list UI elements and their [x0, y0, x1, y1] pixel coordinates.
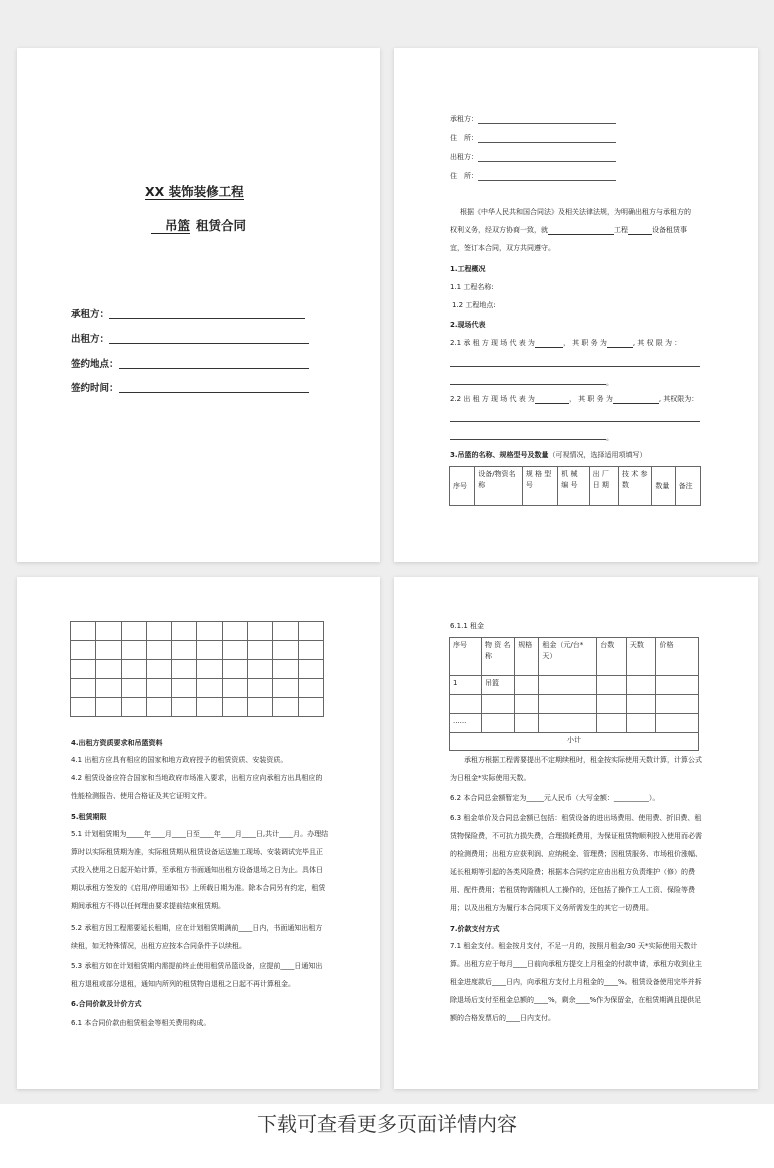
clause-4-2: 4.2 租赁设备应符合国家和当地政府市场准入要求，出租方应向承租方出具相应的性能检测报告、使用合格证及其它证明文件。: [71, 774, 323, 800]
clause-2-2: 2.2 出 租 方 现 场 代 表 为 ， 其 职 务 为 , 其权限为：: [450, 395, 699, 403]
clause-6-2: 6.2 本合同总金额暂定为_____元人民币（大写金额：__________）。: [450, 794, 660, 802]
party-lessee-address: 住 所：: [450, 134, 478, 142]
clause-6-3: 6.3 租金单价及合同总金额已包括：租赁设备的进出场费用、使用费、折旧费、租赁物保险费，不可抗力损失费，合理损耗费用，为保证租赁物顺利投入使用而必需的检测费用；出租方应获利润、应纳税金、管理费；因租赁服务、市场租价涨幅、延长租期等引起的各类风险费；根据本合同约定应由出租方负责维护（修）的费用、配件费用；若租赁物需随机人工操作的，还包括了操作工人工资、保险等费用；以及出租方为履行本合同项下义务所需发生的其它一切费用。: [450, 814, 702, 912]
row-ellipsis: ......: [450, 714, 482, 733]
th-remark: 备注: [675, 467, 700, 506]
clause-2-1-end: 。: [606, 379, 613, 387]
field-lessor-label: 出租方：: [71, 334, 110, 345]
section-5-heading: 5.租赁期限: [71, 813, 107, 821]
cover-title-line2: 吊篮 租赁合同: [151, 216, 246, 234]
clause-6-1: 6.1 本合同价款由租赁租金等相关费用构成。: [71, 1019, 211, 1027]
row1-name: 吊篮: [481, 676, 514, 695]
party-lessor: 出租方：: [450, 153, 478, 161]
party-lessor-address-line: [478, 180, 616, 181]
renewal-note: 承租方根据工程需要提出不定期续租时，租金按实际使用天数计算，计算公式为日租金*实际使用天数。: [450, 756, 702, 782]
th-params: 技 术 参 数: [619, 467, 652, 506]
party-lessee-line: [478, 123, 616, 124]
field-lessor-line[interactable]: [109, 343, 309, 344]
th-name: 物 资 名 称: [481, 638, 514, 676]
rent-table: [449, 637, 699, 751]
project-location-item: 1.2 工程地点:: [452, 301, 496, 309]
page-2: [394, 48, 758, 562]
party-lessor-line: [478, 161, 616, 162]
row1-index: 1: [450, 676, 482, 695]
party-lessee-address-line: [478, 142, 616, 143]
th-name: 设备/物资名称: [475, 467, 523, 506]
field-lessee-label: 承租方：: [71, 309, 110, 320]
th-index: 序号: [450, 467, 475, 506]
clause-6-1-1: 6.1.1 租金: [450, 622, 485, 630]
clause-4-1: 4.1 出租方应具有相应的国家和地方政府授予的租赁资质、安装资质。: [71, 756, 288, 764]
equipment-table: [449, 466, 701, 506]
section-4-heading: 4.出租方资质要求和吊篮资料: [71, 739, 163, 747]
equipment-name: 吊篮: [151, 218, 190, 234]
section-6-heading: 6.合同价款及计价方式: [71, 1000, 142, 1008]
party-lessor-address: 住 所：: [450, 172, 478, 180]
page-4: [394, 577, 758, 1089]
th-serial: 机 械 编 号: [558, 467, 589, 506]
clause-5-2: 5.2 承租方因工程需要延长租期，应在计划租赁期满前____日内，书面通知出租方续租，如无特殊情况，出租方应按本合同条件予以续租。: [71, 924, 323, 950]
clause-2-2-line1: [450, 421, 700, 422]
section-1-heading: 1.工程概况: [450, 265, 486, 273]
page-3: [17, 577, 380, 1089]
th-days: 天数: [626, 638, 656, 676]
field-time-line[interactable]: [119, 392, 309, 393]
field-lessee-line[interactable]: [109, 318, 305, 319]
project-name: XX 装饰装修: [145, 184, 219, 199]
clause-2-2-line2: [450, 439, 606, 440]
footer-banner[interactable]: 下载可查看更多页面详情内容: [0, 1104, 774, 1168]
th-spec: 规格: [515, 638, 539, 676]
th-index: 序号: [450, 638, 482, 676]
clause-7-1: 7.1 租金支付。租金按月支付，不足一月的，按照月租金/30 天*实际使用天数计算。出租方应于每月____日前向承租方提交上月租金的付款申请，承租方收到业主租金进度款后____日内，向承租方支付上月租金的____%。租赁设备使用完毕并拆除退场后支付至租金总额的____%，剩余____%作为保留金，在租赁期满且提供足额的合格发票后的____日内支付。: [450, 942, 702, 1022]
clause-5-3: 5.3 承租方如在计划租赁期内需提前终止使用租赁吊篮设备，应提前____日通知出租方退租或部分退租，通知内所列的租赁物自退租之日起不再计算租金。: [71, 962, 323, 988]
intro-line1: 根据《中华人民共和国合同法》及相关法律法规，为明确出租方与承租方的: [460, 208, 691, 216]
field-place-line[interactable]: [119, 368, 309, 369]
clause-2-1-line2: [450, 384, 606, 385]
field-time-label: 签约时间：: [71, 383, 119, 394]
cover-title-line1: XX 装饰装修工程: [145, 184, 244, 199]
clause-2-2-end: 。: [606, 434, 613, 442]
section-3-heading: 3.吊篮的名称、规格型号及数量（可视情况，选择适用项填写）: [450, 451, 647, 459]
th-price: 租金（元/台*天）: [539, 638, 597, 676]
page-cover: [17, 48, 380, 562]
section-2-heading: 2.现场代表: [450, 321, 486, 329]
project-name-item: 1.1 工程名称:: [450, 283, 494, 291]
th-qty: 数量: [652, 467, 675, 506]
clause-2-1: 2.1 承 租 方 现 场 代 表 为 ， 其 职 务 为 , 其 权 限 为 ：: [450, 339, 682, 347]
party-lessee: 承租方：: [450, 115, 478, 123]
blank-table: [70, 621, 324, 717]
section-7-heading: 7.价款支付方式: [450, 925, 500, 933]
clause-2-1-line1: [450, 366, 700, 367]
field-place-label: 签约地点：: [71, 359, 119, 370]
th-date: 出 厂 日 期: [589, 467, 618, 506]
th-total: 价格: [656, 638, 699, 676]
table-cell[interactable]: [71, 622, 96, 641]
th-spec: 规 格 型 号: [522, 467, 557, 506]
intro-line3: 宜，签订本合同，双方共同遵守。: [450, 244, 555, 252]
clause-5-1: 5.1 计划租赁期为_____年____月____日至____年____月____日,共计____月。办理结算时以实际租赁期为准，实际租赁期从租赁设备运送施工现场、安装调试完毕且正式投入使用之日起开始计算，至承租方书面通知出租方设备退场之日为止。具体日期以承租方签发的《启用/停用通知书》上所载日期为准。除本合同另有约定，租赁期间承租方不得以任何理由要求提前结束租赁期。: [71, 830, 329, 910]
subtotal-row: 小计: [450, 733, 699, 751]
intro-line2: 权利义务，经双方协商一致，就 工程 设备租赁事: [450, 226, 687, 234]
th-units: 台数: [597, 638, 627, 676]
